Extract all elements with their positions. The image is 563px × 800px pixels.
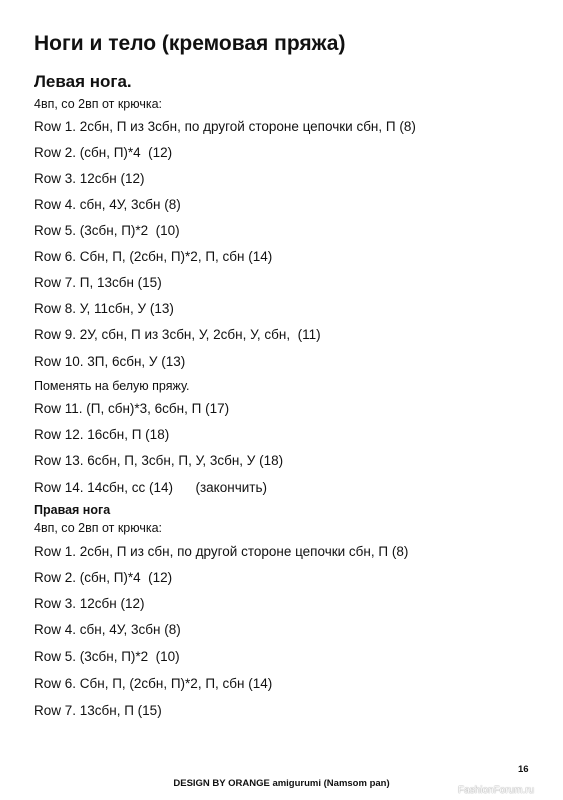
page-title: Ноги и тело (кремовая пряжа) (34, 32, 346, 55)
left-leg-row: Row 11. (П, сбн)*3, 6сбн, П (17) (34, 401, 230, 416)
right-leg-row: Row 4. сбн, 4У, 3сбн (8) (34, 622, 181, 637)
left-leg-start-note: 4вп, со 2вп от крючка: (34, 97, 163, 111)
left-leg-row: Row 14. 14сбн, сс (14) (закончить) (34, 480, 267, 495)
right-leg-start-note: 4вп, со 2вп от крючка: (34, 521, 163, 535)
right-leg-row: Row 3. 12сбн (12) (34, 596, 145, 611)
right-leg-row: Row 1. 2сбн, П из сбн, по другой стороне цепочки сбн, П (8) (34, 544, 409, 559)
left-leg-row: Row 12. 16сбн, П (18) (34, 427, 170, 442)
left-leg-row: Row 4. сбн, 4У, 3сбн (8) (34, 197, 181, 212)
left-leg-row: Row 13. 6сбн, П, 3сбн, П, У, 3сбн, У (18) (34, 453, 284, 468)
left-leg-row: Row 6. Сбн, П, (2сбн, П)*2, П, сбн (14) (34, 249, 273, 264)
left-leg-row: Row 9. 2У, сбн, П из 3сбн, У, 2сбн, У, сбн, (11) (34, 327, 321, 342)
left-leg-row: Row 5. (3сбн, П)*2 (10) (34, 223, 180, 238)
left-leg-row: Row 8. У, 11сбн, У (13) (34, 301, 174, 316)
page-number: 16 (518, 764, 529, 775)
right-leg-heading: Правая нога (34, 503, 111, 517)
design-credit: DESIGN BY ORANGE amigurumi (Namsom pan) (173, 778, 390, 789)
right-leg-row: Row 5. (3сбн, П)*2 (10) (34, 649, 180, 664)
left-leg-row: Row 2. (сбн, П)*4 (12) (34, 145, 173, 160)
left-leg-row: Row 10. 3П, 6сбн, У (13) (34, 354, 186, 369)
color-change-note: Поменять на белую пряжу. (34, 379, 190, 393)
right-leg-row: Row 7. 13сбн, П (15) (34, 703, 162, 718)
right-leg-row: Row 2. (сбн, П)*4 (12) (34, 570, 173, 585)
watermark: FashionForum.ru (458, 785, 535, 796)
left-leg-row: Row 3. 12сбн (12) (34, 171, 145, 186)
left-leg-row: Row 1. 2сбн, П из 3сбн, по другой стороне цепочки сбн, П (8) (34, 119, 416, 134)
left-leg-row: Row 7. П, 13сбн (15) (34, 275, 162, 290)
right-leg-row: Row 6. Сбн, П, (2сбн, П)*2, П, сбн (14) (34, 676, 273, 691)
left-leg-heading: Левая нога. (34, 72, 132, 91)
